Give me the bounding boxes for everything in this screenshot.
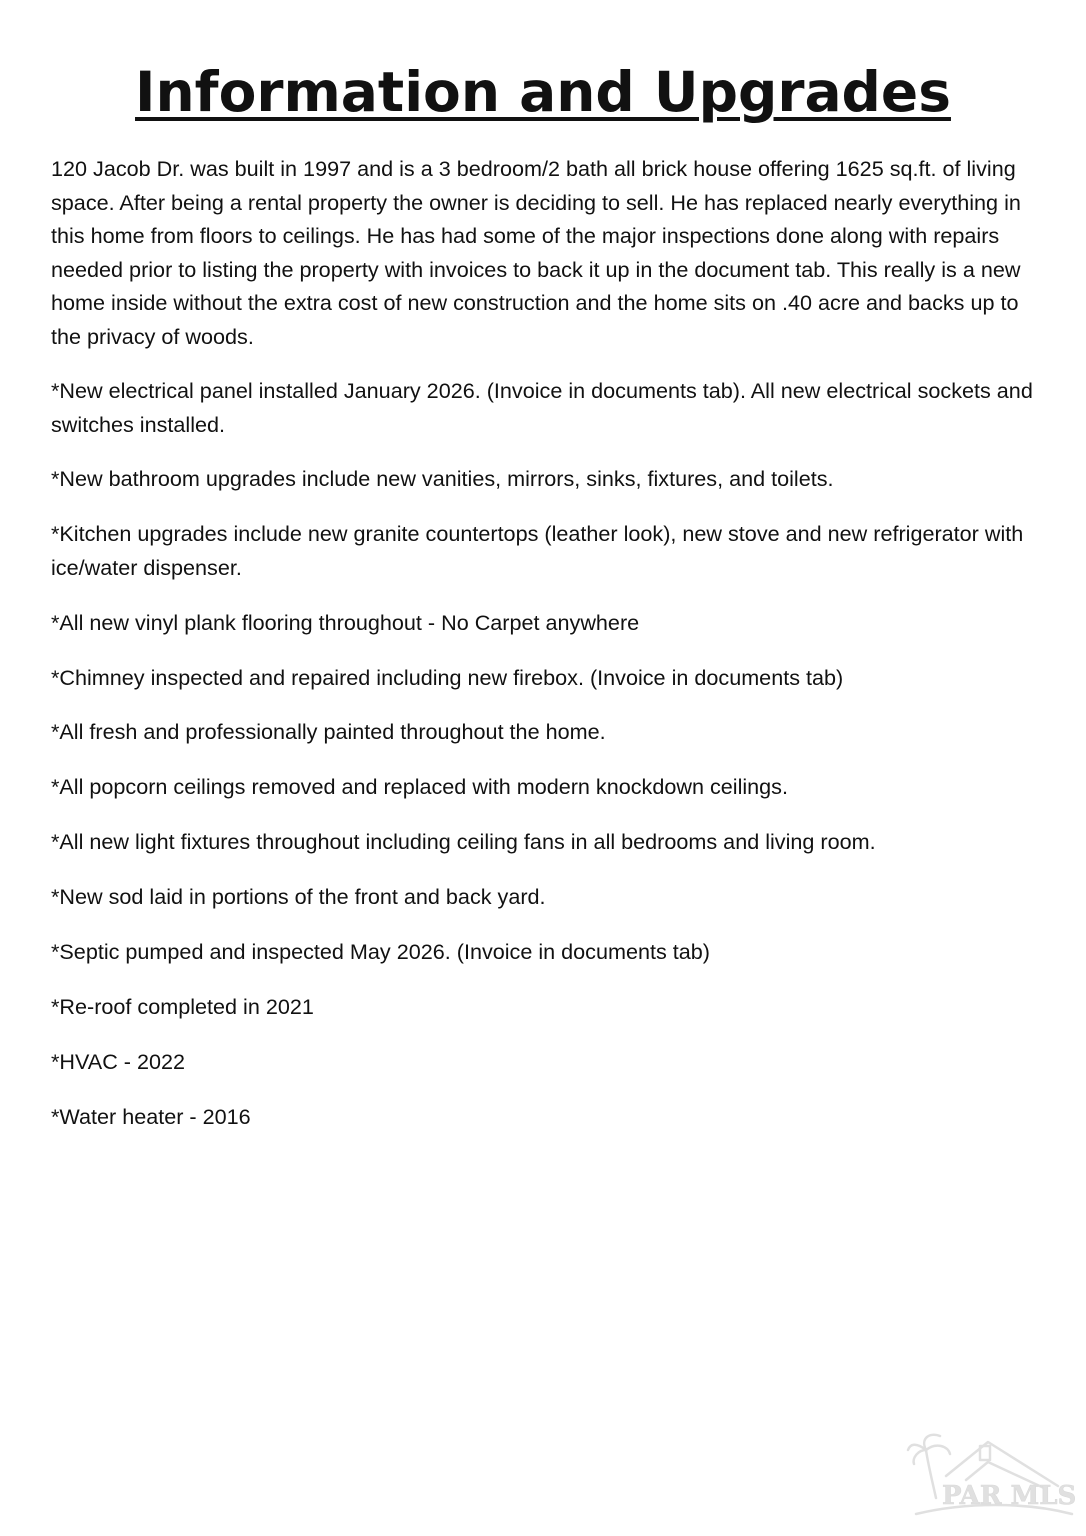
upgrade-item-electrical: *New electrical panel installed January 2026. (Invoice in documents tab). All new electrical sockets and switches installed. <box>51 378 1033 437</box>
intro-paragraph: 120 Jacob Dr. was built in 1997 and is a 3 bedroom/2 bath all brick house offering 1625 sq.ft. of living space. After being a rental property the owner is deciding to sell. He has replaced nearly everything in this home from floors to ceilings. He has had some of the major inspections done along with repairs needed prior to listing the property with invoices to back it up in the document tab. This really is a new home inside without the extra cost of new construction and the home sits on .40 acre and backs up to the privacy of woods. <box>51 156 1021 349</box>
par-mls-logo-icon <box>906 1428 1076 1528</box>
watermark-text: PAR MLS <box>942 1481 1076 1511</box>
upgrade-item-septic: *Septic pumped and inspected May 2026. (Invoice in documents tab) <box>51 939 710 965</box>
upgrade-item-ceilings: *All popcorn ceilings removed and replaced with modern knockdown ceilings. <box>51 774 788 800</box>
upgrade-item-flooring: *All new vinyl plank flooring throughout - No Carpet anywhere <box>51 609 640 635</box>
upgrade-item-sod: *New sod laid in portions of the front and back yard. <box>51 884 546 910</box>
upgrade-item-light-fixtures: *All new light fixtures throughout including ceiling fans in all bedrooms and living room. <box>51 829 876 855</box>
upgrade-item-chimney: *Chimney inspected and repaired including new firebox. (Invoice in documents tab) <box>51 664 844 690</box>
page-title: Information and Upgrades <box>135 60 951 124</box>
upgrade-item-roof: *Re-roof completed in 2021 <box>51 993 314 1019</box>
upgrade-item-water-heater: *Water heater - 2016 <box>51 1103 251 1129</box>
upgrade-item-bathroom: *New bathroom upgrades include new vanities, mirrors, sinks, fixtures, and toilets. <box>51 466 834 492</box>
upgrade-item-paint: *All fresh and professionally painted throughout the home. <box>51 719 606 745</box>
document-body <box>51 152 1041 1155</box>
upgrade-item-hvac: *HVAC - 2022 <box>51 1048 186 1074</box>
upgrade-item-kitchen: *Kitchen upgrades include new granite countertops (leather look), new stove and new refrigerator with ice/water dispenser. <box>51 521 1024 580</box>
